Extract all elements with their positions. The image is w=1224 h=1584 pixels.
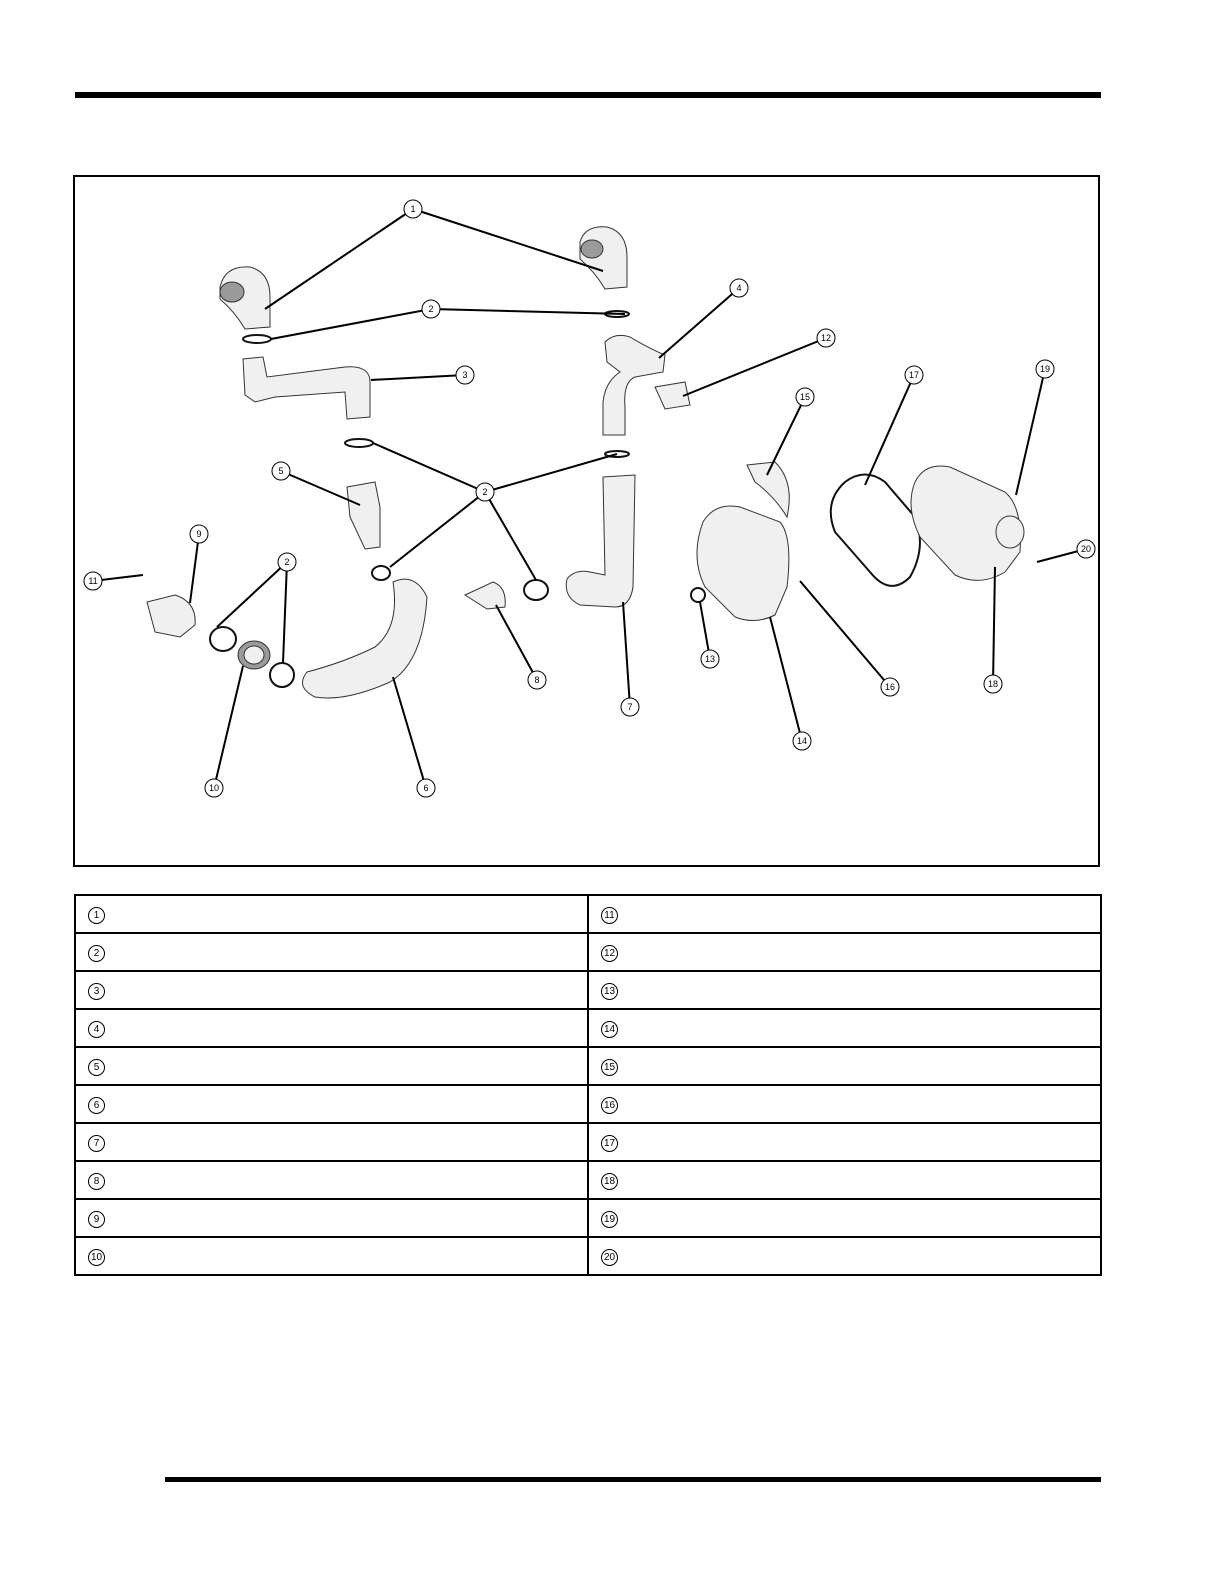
svg-text:5: 5 xyxy=(278,466,284,476)
callout-8 xyxy=(528,671,546,689)
table-row xyxy=(75,1199,1101,1237)
guard xyxy=(747,462,789,517)
intake-hood-left-opening xyxy=(220,282,244,302)
legend-cell xyxy=(588,1237,1101,1275)
intake-hood-right-opening xyxy=(581,240,603,258)
callout-6 xyxy=(417,779,435,797)
clamp xyxy=(243,335,271,343)
item-number: 13 xyxy=(601,983,618,1000)
callout-2 xyxy=(422,300,440,318)
seal xyxy=(691,588,705,602)
table-row xyxy=(75,971,1101,1009)
y-duct xyxy=(603,335,665,435)
svg-text:20: 20 xyxy=(1080,544,1092,554)
item-number: 5 xyxy=(88,1059,105,1076)
callout-20 xyxy=(1077,540,1095,558)
intake-duct xyxy=(243,357,370,419)
table-row xyxy=(75,1123,1101,1161)
svg-text:8: 8 xyxy=(534,675,540,685)
callout-15 xyxy=(796,388,814,406)
header-rule xyxy=(75,92,1101,98)
item-number: 17 xyxy=(601,1135,618,1152)
item-number: 1 xyxy=(88,907,105,924)
svg-text:17: 17 xyxy=(908,370,920,380)
svg-text:6: 6 xyxy=(423,783,429,793)
callout-13 xyxy=(701,650,719,668)
legend-cell xyxy=(588,1047,1101,1085)
table-row xyxy=(75,1161,1101,1199)
callout-1 xyxy=(404,200,422,218)
callout-5 xyxy=(272,462,290,480)
legend-cell xyxy=(75,933,588,971)
svg-text:16: 16 xyxy=(884,682,896,692)
gasket xyxy=(831,475,920,586)
callout-7 xyxy=(621,698,639,716)
legend-cell xyxy=(75,1047,588,1085)
legend-cell xyxy=(588,1085,1101,1123)
clamp xyxy=(270,663,294,687)
svg-text:2: 2 xyxy=(284,557,290,567)
footer-rule xyxy=(165,1477,1101,1482)
svg-text:2: 2 xyxy=(428,304,434,314)
callout-10 xyxy=(205,779,223,797)
legend-cell xyxy=(588,895,1101,933)
table-row xyxy=(75,1047,1101,1085)
legend-cell xyxy=(75,1123,588,1161)
svg-text:11: 11 xyxy=(88,576,98,586)
clamp xyxy=(210,627,236,651)
intake-hose xyxy=(303,579,428,698)
clamp xyxy=(372,566,390,580)
mount-bracket xyxy=(465,582,505,609)
legend-cell xyxy=(588,1123,1101,1161)
intake-hood-right xyxy=(580,227,627,289)
item-number: 4 xyxy=(88,1021,105,1038)
svg-text:9: 9 xyxy=(196,529,202,539)
item-number: 15 xyxy=(601,1059,618,1076)
svg-text:15: 15 xyxy=(799,392,811,402)
callout-9 xyxy=(190,525,208,543)
exploded-view-figure xyxy=(73,175,1100,867)
legend-cell xyxy=(75,971,588,1009)
exploded-view-drawing xyxy=(75,177,1098,865)
svg-text:2: 2 xyxy=(482,487,488,497)
table-row xyxy=(75,895,1101,933)
item-number: 2 xyxy=(88,945,105,962)
legend-cell xyxy=(588,971,1101,1009)
legend-cell xyxy=(75,1199,588,1237)
svg-text:19: 19 xyxy=(1039,364,1051,374)
legend-cell xyxy=(588,1199,1101,1237)
item-number: 9 xyxy=(88,1211,105,1228)
svg-text:3: 3 xyxy=(462,370,468,380)
clamp xyxy=(524,580,548,600)
svg-text:10: 10 xyxy=(208,783,220,793)
legend-cell xyxy=(75,1237,588,1275)
item-number: 14 xyxy=(601,1021,618,1038)
table-row xyxy=(75,933,1101,971)
callout-19 xyxy=(1036,360,1054,378)
item-number: 10 xyxy=(88,1249,105,1266)
item-number: 8 xyxy=(88,1173,105,1190)
svg-text:12: 12 xyxy=(820,333,832,343)
legend-cell xyxy=(75,1085,588,1123)
table-row xyxy=(75,1085,1101,1123)
parts-legend-table xyxy=(74,894,1102,1276)
svg-text:7: 7 xyxy=(627,702,633,712)
item-number: 19 xyxy=(601,1211,618,1228)
callout-16 xyxy=(881,678,899,696)
legend-cell xyxy=(75,1161,588,1199)
coupler-inner xyxy=(244,646,264,664)
adapter xyxy=(147,595,195,637)
svg-text:1: 1 xyxy=(410,204,416,214)
callout-2 xyxy=(278,553,296,571)
item-number: 16 xyxy=(601,1097,618,1114)
callout-17 xyxy=(905,366,923,384)
svg-text:14: 14 xyxy=(796,736,808,746)
item-number: 11 xyxy=(601,907,618,924)
legend-cell xyxy=(75,1009,588,1047)
intake-pipe xyxy=(566,475,635,607)
svg-text:4: 4 xyxy=(736,283,742,293)
item-number: 3 xyxy=(88,983,105,1000)
callout-18 xyxy=(984,675,1002,693)
legend-cell xyxy=(588,1009,1101,1047)
legend-cell xyxy=(588,1161,1101,1199)
callout-3 xyxy=(456,366,474,384)
legend-cell xyxy=(75,895,588,933)
callout-11 xyxy=(84,572,102,590)
callout-4 xyxy=(730,279,748,297)
item-number: 7 xyxy=(88,1135,105,1152)
item-number: 20 xyxy=(601,1249,618,1266)
item-number: 18 xyxy=(601,1173,618,1190)
inner-cover xyxy=(697,506,789,621)
table-row xyxy=(75,1237,1101,1275)
svg-text:13: 13 xyxy=(704,654,716,664)
item-number: 12 xyxy=(601,945,618,962)
legend-cell xyxy=(588,933,1101,971)
table-row xyxy=(75,1009,1101,1047)
callout-2 xyxy=(476,483,494,501)
intake-boot xyxy=(347,482,380,549)
svg-text:18: 18 xyxy=(987,679,999,689)
callout-14 xyxy=(793,732,811,750)
clamp xyxy=(345,439,373,447)
outer-cover-hub xyxy=(996,516,1024,548)
item-number: 6 xyxy=(88,1097,105,1114)
callout-12 xyxy=(817,329,835,347)
